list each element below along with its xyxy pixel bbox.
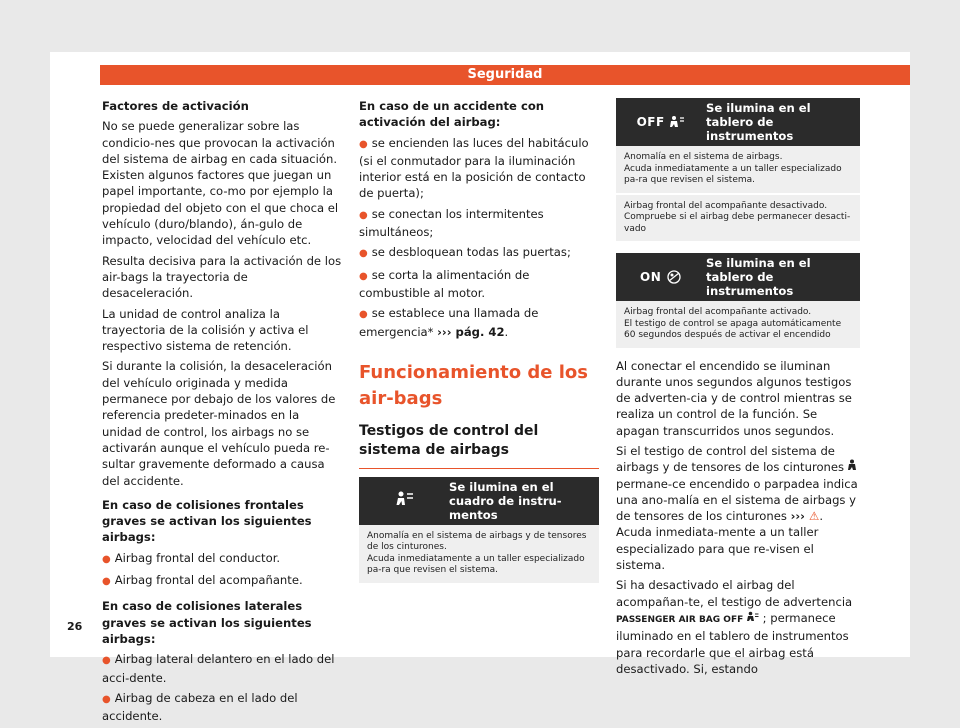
indicator-box-title: Se ilumina en el tablero de instrumentos bbox=[706, 256, 811, 298]
indicator-box-body: Anomalía en el sistema de airbags y de tensores de los cinturones. Acuda inmediatamente a un taller especializado pa-ra que revisen el sistema. bbox=[359, 525, 599, 583]
indicator-box-header bbox=[616, 98, 860, 146]
indicator-box-header bbox=[616, 253, 860, 301]
paragraph: Al conectar el encendido se iluminan durante unos segundos algunos testigos de adverten-cia y de control mientras se realiza un control de la función. Se apagan transcurridos unos segundos. bbox=[616, 358, 852, 438]
list-item: ● Airbag lateral delantero en el lado del acci-dente. bbox=[102, 652, 335, 685]
passenger-airbag-off-icon: OFF bbox=[616, 114, 706, 130]
indicator-box-body: Airbag frontal del acompañante activado. El testigo de control se apaga automáticamente 60 segundos después de activar el encendido bbox=[616, 301, 860, 348]
bullet-icon: ● bbox=[359, 270, 368, 282]
indicator-box-on bbox=[616, 253, 860, 348]
list-item: ● Airbag de cabeza en el lado del accidente. bbox=[102, 690, 298, 724]
indicator-box bbox=[359, 477, 599, 583]
heading-frontal: En caso de colisiones frontales graves se activan los siguientes airbags: bbox=[102, 497, 312, 545]
indicator-box-off bbox=[616, 98, 860, 241]
passenger-airbag-on-icon: ON bbox=[616, 269, 706, 285]
heading-accident: En caso de un accidente con activación del airbag: bbox=[359, 99, 545, 130]
page bbox=[50, 52, 910, 724]
column-3 bbox=[616, 98, 860, 681]
paragraph: Resulta decisiva para la activación de los air-bags la trayectoria de desaceleración. bbox=[102, 253, 342, 301]
indicator-box-header bbox=[359, 477, 599, 525]
list-item: ● se encienden las luces del habitáculo (si el conmutador para la iluminación interior está en la posición de contacto de puerta); bbox=[359, 135, 589, 201]
column-1 bbox=[102, 98, 342, 728]
sub-title: Testigos de control del sistema de airbags bbox=[359, 422, 599, 469]
list-item: ● se conectan los intermitentes simultáneos; bbox=[359, 206, 544, 240]
list-item: ● se corta la alimentación de combustible al motor. bbox=[359, 267, 530, 300]
indicator-box-body: Airbag frontal del acompañante desactivado. Compruebe si el airbag debe permanecer desacti-vado bbox=[616, 193, 860, 242]
list-item: ● Airbag frontal del acompañante. bbox=[102, 573, 303, 588]
paragraph: Si el testigo de control del sistema de airbags y de tensores de los cinturones permane-ce encendido o parpadea indica una ano-malía en el sistema de airbags y de tensores de los cinturones ››› ⚠. Acuda inmediata-mente a un taller especializado para que re-visen el sistema. bbox=[616, 443, 858, 573]
list-item: ● Airbag frontal del conductor. bbox=[102, 550, 281, 565]
passenger-airbag-off-label: PASSENGER AIR BAG OFF bbox=[616, 614, 744, 625]
bullet-icon: ● bbox=[359, 209, 368, 221]
bullet-icon: ● bbox=[102, 693, 111, 705]
list-item: ● se desbloquean todas las puertas; bbox=[359, 245, 571, 260]
bullet-icon: ● bbox=[102, 553, 111, 565]
indicator-box-title: Se ilumina en el cuadro de instru-mentos bbox=[449, 479, 562, 522]
bullet-icon: ● bbox=[102, 576, 111, 588]
bullet-icon: ● bbox=[102, 655, 111, 667]
heading-activation-factors: Factores de activación bbox=[102, 99, 249, 113]
paragraph: No se puede generalizar sobre las condicio-nes que provocan la activación del sistema de airbag en cada situación. Existen algunos factores que juegan un papel importante, co-mo por ejemplo la propiedad del objeto con el que choca el vehículo (duro/blando), án-gulo de impacto, velocidad del vehículo etc. bbox=[102, 119, 339, 248]
warning-reference-link[interactable]: ››› bbox=[790, 509, 809, 524]
seatbelt-airbag-icon bbox=[359, 490, 449, 512]
bullet-icon: ● bbox=[359, 248, 368, 260]
warning-triangle-icon: ⚠ bbox=[808, 509, 820, 524]
seatbelt-warning-icon bbox=[848, 460, 858, 474]
bullet-icon: ● bbox=[359, 138, 368, 150]
paragraph: La unidad de control analiza la trayectoria de la colisión y activa el respectivo sistema de retención. bbox=[102, 306, 309, 354]
indicator-box-title: Se ilumina en el tablero de instrumentos bbox=[706, 101, 811, 143]
page-reference-link[interactable]: ››› pág. 42 bbox=[437, 324, 505, 339]
paragraph: Si durante la colisión, la desaceleración del vehículo originada y medida permanece por debajo de los valores de referencia predeter-minados en la unidad de control, los airbags no se activarán aunque el vehículo pueda re-sultar gravemente deformado a causa del accidente. bbox=[102, 359, 336, 488]
page-number: 26 bbox=[67, 620, 83, 633]
indicator-box-body: Anomalía en el sistema de airbags. Acuda inmediatamente a un taller especializado pa-ra que revisen el sistema. bbox=[616, 146, 860, 193]
heading-lateral: En caso de colisiones laterales graves se activan los siguientes airbags: bbox=[102, 599, 312, 646]
bullet-icon: ● bbox=[359, 309, 368, 321]
paragraph: Si ha desactivado el airbag del acompañan-te, el testigo de advertencia PASSENGER AIR BAG OFF ; permanece iluminado en el tablero de instrumentos para recordarle que el airbag está desactivado. Si, estando bbox=[616, 578, 853, 676]
section-title: Funcionamiento de los air-bags bbox=[359, 361, 588, 409]
passenger-airbag-off-icon bbox=[747, 611, 763, 625]
section-header: Seguridad bbox=[100, 65, 910, 85]
column-2 bbox=[359, 98, 599, 583]
list-item: ● se establece una llamada de emergencia* ››› pág. 42. bbox=[359, 306, 539, 339]
